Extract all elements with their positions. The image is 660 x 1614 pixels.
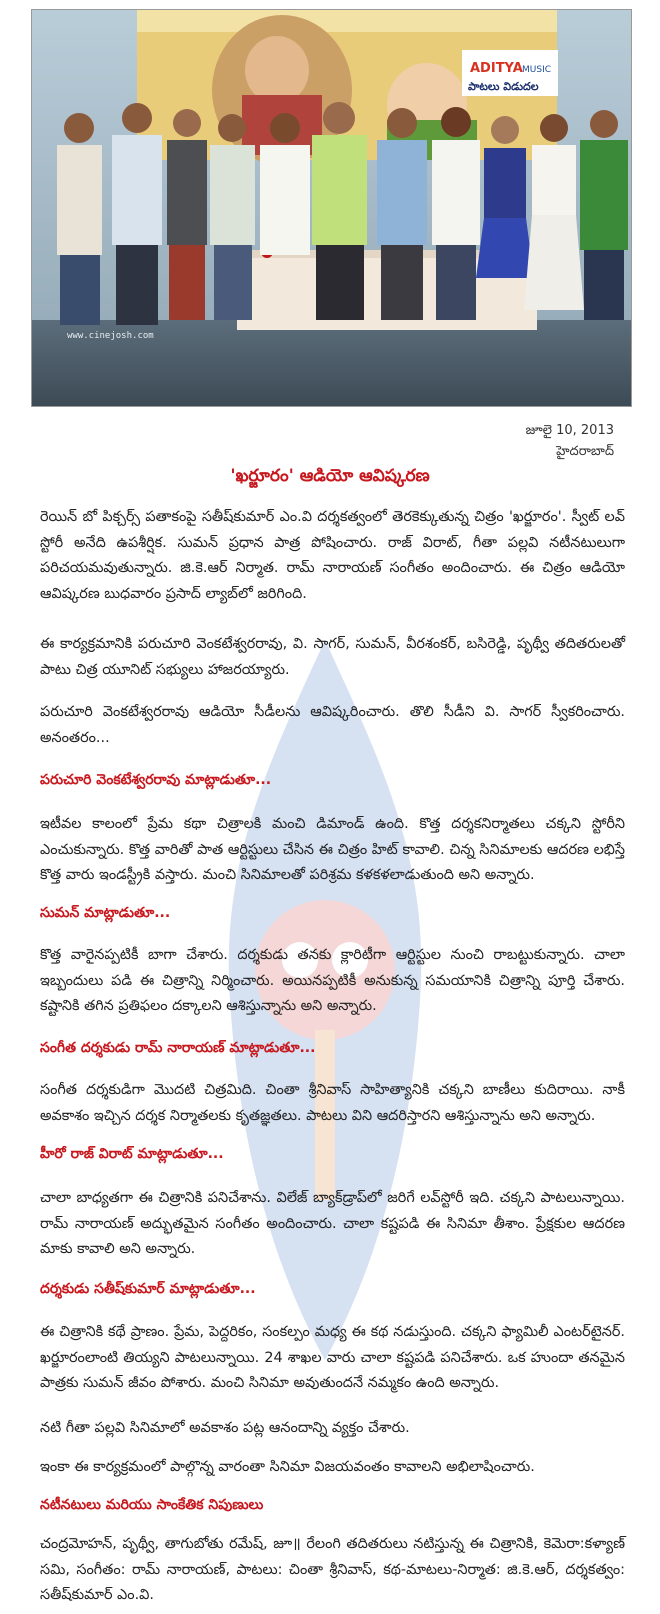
- paragraph-actress: నటి గీతా పల్లవి సినిమాలో అవకాశం పట్ల ఆనందాన్ని వ్యక్తం చేశారు.: [40, 1420, 410, 1436]
- paragraph-hero: చాలా బాధ్యతగా ఈ చిత్రానికి పనిచేశాను. విలేజ్ బ్యాక్‌డ్రాప్‌లో జరిగే లవ్‌స్టోరీ ఇది. చక్కని పాటలున్నాయి. రామ్ నారాయణ్ అద్భుతమైన సంగీతం అందించారు. చాలా కష్టపడి ఈ సినిమా తీశాం. ప్రేక్షకుల ఆదరణ మాకు కావాలి అని అన్నారు.: [40, 1190, 625, 1257]
- heading-paruchuri: పరుచూరి వెంకటేశ్వరరావు మాట్లాడుతూ...: [40, 772, 272, 788]
- article-date: జూలై 10, 2013: [525, 423, 614, 438]
- heading-hero: హీరో రాజ్ విరాట్ మాట్లాడుతూ...: [40, 1146, 224, 1162]
- photo-watermark: www.cinejosh.com: [67, 331, 154, 341]
- paragraph-audio-launch: పరుచూరి వెంకటేశ్వరరావు ఆడియో సీడీలను ఆవిష్కరించారు. తొలి సీడీని వి. సాగర్ స్వీకరించారు. అనంతరం...: [40, 704, 625, 746]
- event-photo-illustration: [32, 10, 632, 407]
- banner-brand-sub: MUSIC: [522, 65, 552, 75]
- event-photo: [31, 9, 632, 407]
- article-place: హైదరాబాద్: [556, 444, 614, 459]
- article-title: 'ఖర్జూరం' ఆడియో ఆవిష్కరణ: [230, 466, 430, 486]
- paragraph-director: ఈ చిత్రానికి కథే ప్రాణం. ప్రేమ, పెద్దరికం, సంకల్పం మధ్య ఈ కథ నడుస్తుంది. చక్కని ఫ్యామిలీ ఎంటర్‌టైనర్. ఖర్జూరంలాంటి తియ్యని పాటలున్నాయి. 24 శాఖల వారు చాలా కష్టపడి పనిచేశారు. ఒక హుందా తనమైన పాత్రకు సుమన్ జీవం పోశారు. మంచి సినిమా అవుతుందనే నమ్మకం ఉంది అన్నారు.: [40, 1324, 625, 1391]
- paragraph-cast-crew: చంద్రమోహన్, పృథ్వీ, తాగుబోతు రమేష్, జూ॥ రేలంగి తదితరులు నటిస్తున్న ఈ చిత్రానికి, కెమెరా:కళ్యాణ్ సమి, సంగీతం: రామ్ నారాయణ్, పాటలు: చింతా శ్రీనివాస్, కథ-మాటలు-నిర్మాత: జి.కె.ఆర్, దర్శకత్వం: సతీష్‌కుమార్ ఎం.వి.: [40, 1536, 625, 1603]
- heading-suman: సుమన్ మాట్లాడుతూ...: [40, 905, 171, 921]
- paragraph-intro: రెయిన్ బో పిక్చర్స్ పతాకంపై సతీష్‌కుమార్ ఎం.వి దర్శకత్వంలో తెరకెక్కుతున్న చిత్రం 'ఖర్జూరం'. స్వీట్ లవ్ స్టోరీ అనేది ఉపశీర్షిక. సుమన్ ప్రధాన పాత్ర పోషించారు. రాజ్ విరాట్, గీతా పల్లవి నటీనటులుగా పరిచయమవుతున్నారు. జి.కె.ఆర్ నిర్మాత. రామ్ నారాయణ్ సంగీతం అందించారు. ఈ చిత్రం ఆడియో ఆవిష్కరణ బుధవారం ప్రసాద్ ల్యాబ్‌లో జరిగింది.: [40, 509, 625, 602]
- paragraph-suman: కొత్త వారైనప్పటికీ బాగా చేశారు. దర్శకుడు తనకు క్లారిటీగా ఆర్టిస్టుల నుంచి రాబట్టుకున్నారు. చాలా ఇబ్బందులు పడి ఈ చిత్రాన్ని నిర్మించారు. అయినప్పటికీ అనుకున్న సమయానికి చిత్రాన్ని పూర్తి చేశారు. కష్టానికి తగిన ప్రతిఫలం దక్కాలని ఆశిస్తున్నాను అని అన్నారు.: [40, 947, 625, 1014]
- paragraph-wishes: ఇంకా ఈ కార్యక్రమంలో పాల్గొన్న వారంతా సినిమా విజయవంతం కావాలని అభిలాషించారు.: [40, 1459, 535, 1475]
- people-group: [57, 102, 628, 325]
- banner-brand: ADITYA: [470, 61, 523, 76]
- paragraph-music-director: సంగీత దర్శకుడిగా మొదటి చిత్రమిది. చింతా శ్రీనివాస్ సాహిత్యానికి చక్కని బాణీలు కుదిరాయి. నాకీ అవకాశం ఇచ్చిన దర్శక నిర్మాతలకు కృతజ్ఞతలు. పాటలు విని ఆదరిస్తారని ఆశిస్తున్నాను అని అన్నారు.: [40, 1082, 625, 1124]
- heading-cast-crew: నటీనటులు మరియు సాంకేతిక నిపుణులు: [40, 1497, 264, 1513]
- heading-music-director: సంగీత దర్శకుడు రామ్ నారాయణ్ మాట్లాడుతూ...: [40, 1040, 316, 1056]
- banner-text: పాటలు విడుదల: [468, 80, 539, 93]
- heading-director: దర్శకుడు సతీష్‌కుమార్ మాట్లాడుతూ...: [40, 1281, 256, 1297]
- dateline: [526, 420, 614, 462]
- paragraph-paruchuri: ఇటీవల కాలంలో ప్రేమ కథా చిత్రాలకి మంచి డిమాండ్ ఉంది. కొత్త దర్శకనిర్మాతలు చక్కని స్టోరీని ఎంచుకున్నారు. కొత్త వారితో పాత ఆర్టిస్టులు చేసిన ఈ చిత్రం హిట్ కావాలి. చిన్న సినిమాలకు ఆదరణ లభిస్తే కొత్త వారు ఇండస్ట్రీకి వస్తారు. మంచి సినిమాలతో పరిశ్రమ కళకళలాడుతుంది అని అన్నారు.: [40, 816, 625, 883]
- paragraph-guests: ఈ కార్యక్రమానికి పరుచూరి వెంకటేశ్వరరావు, వి. సాగర్, సుమన్, వీరశంకర్, బసిరెడ్డి, పృథ్వీ తదితరులతో పాటు చిత్ర యూనిట్ సభ్యులు హాజరయ్యారు.: [40, 636, 625, 678]
